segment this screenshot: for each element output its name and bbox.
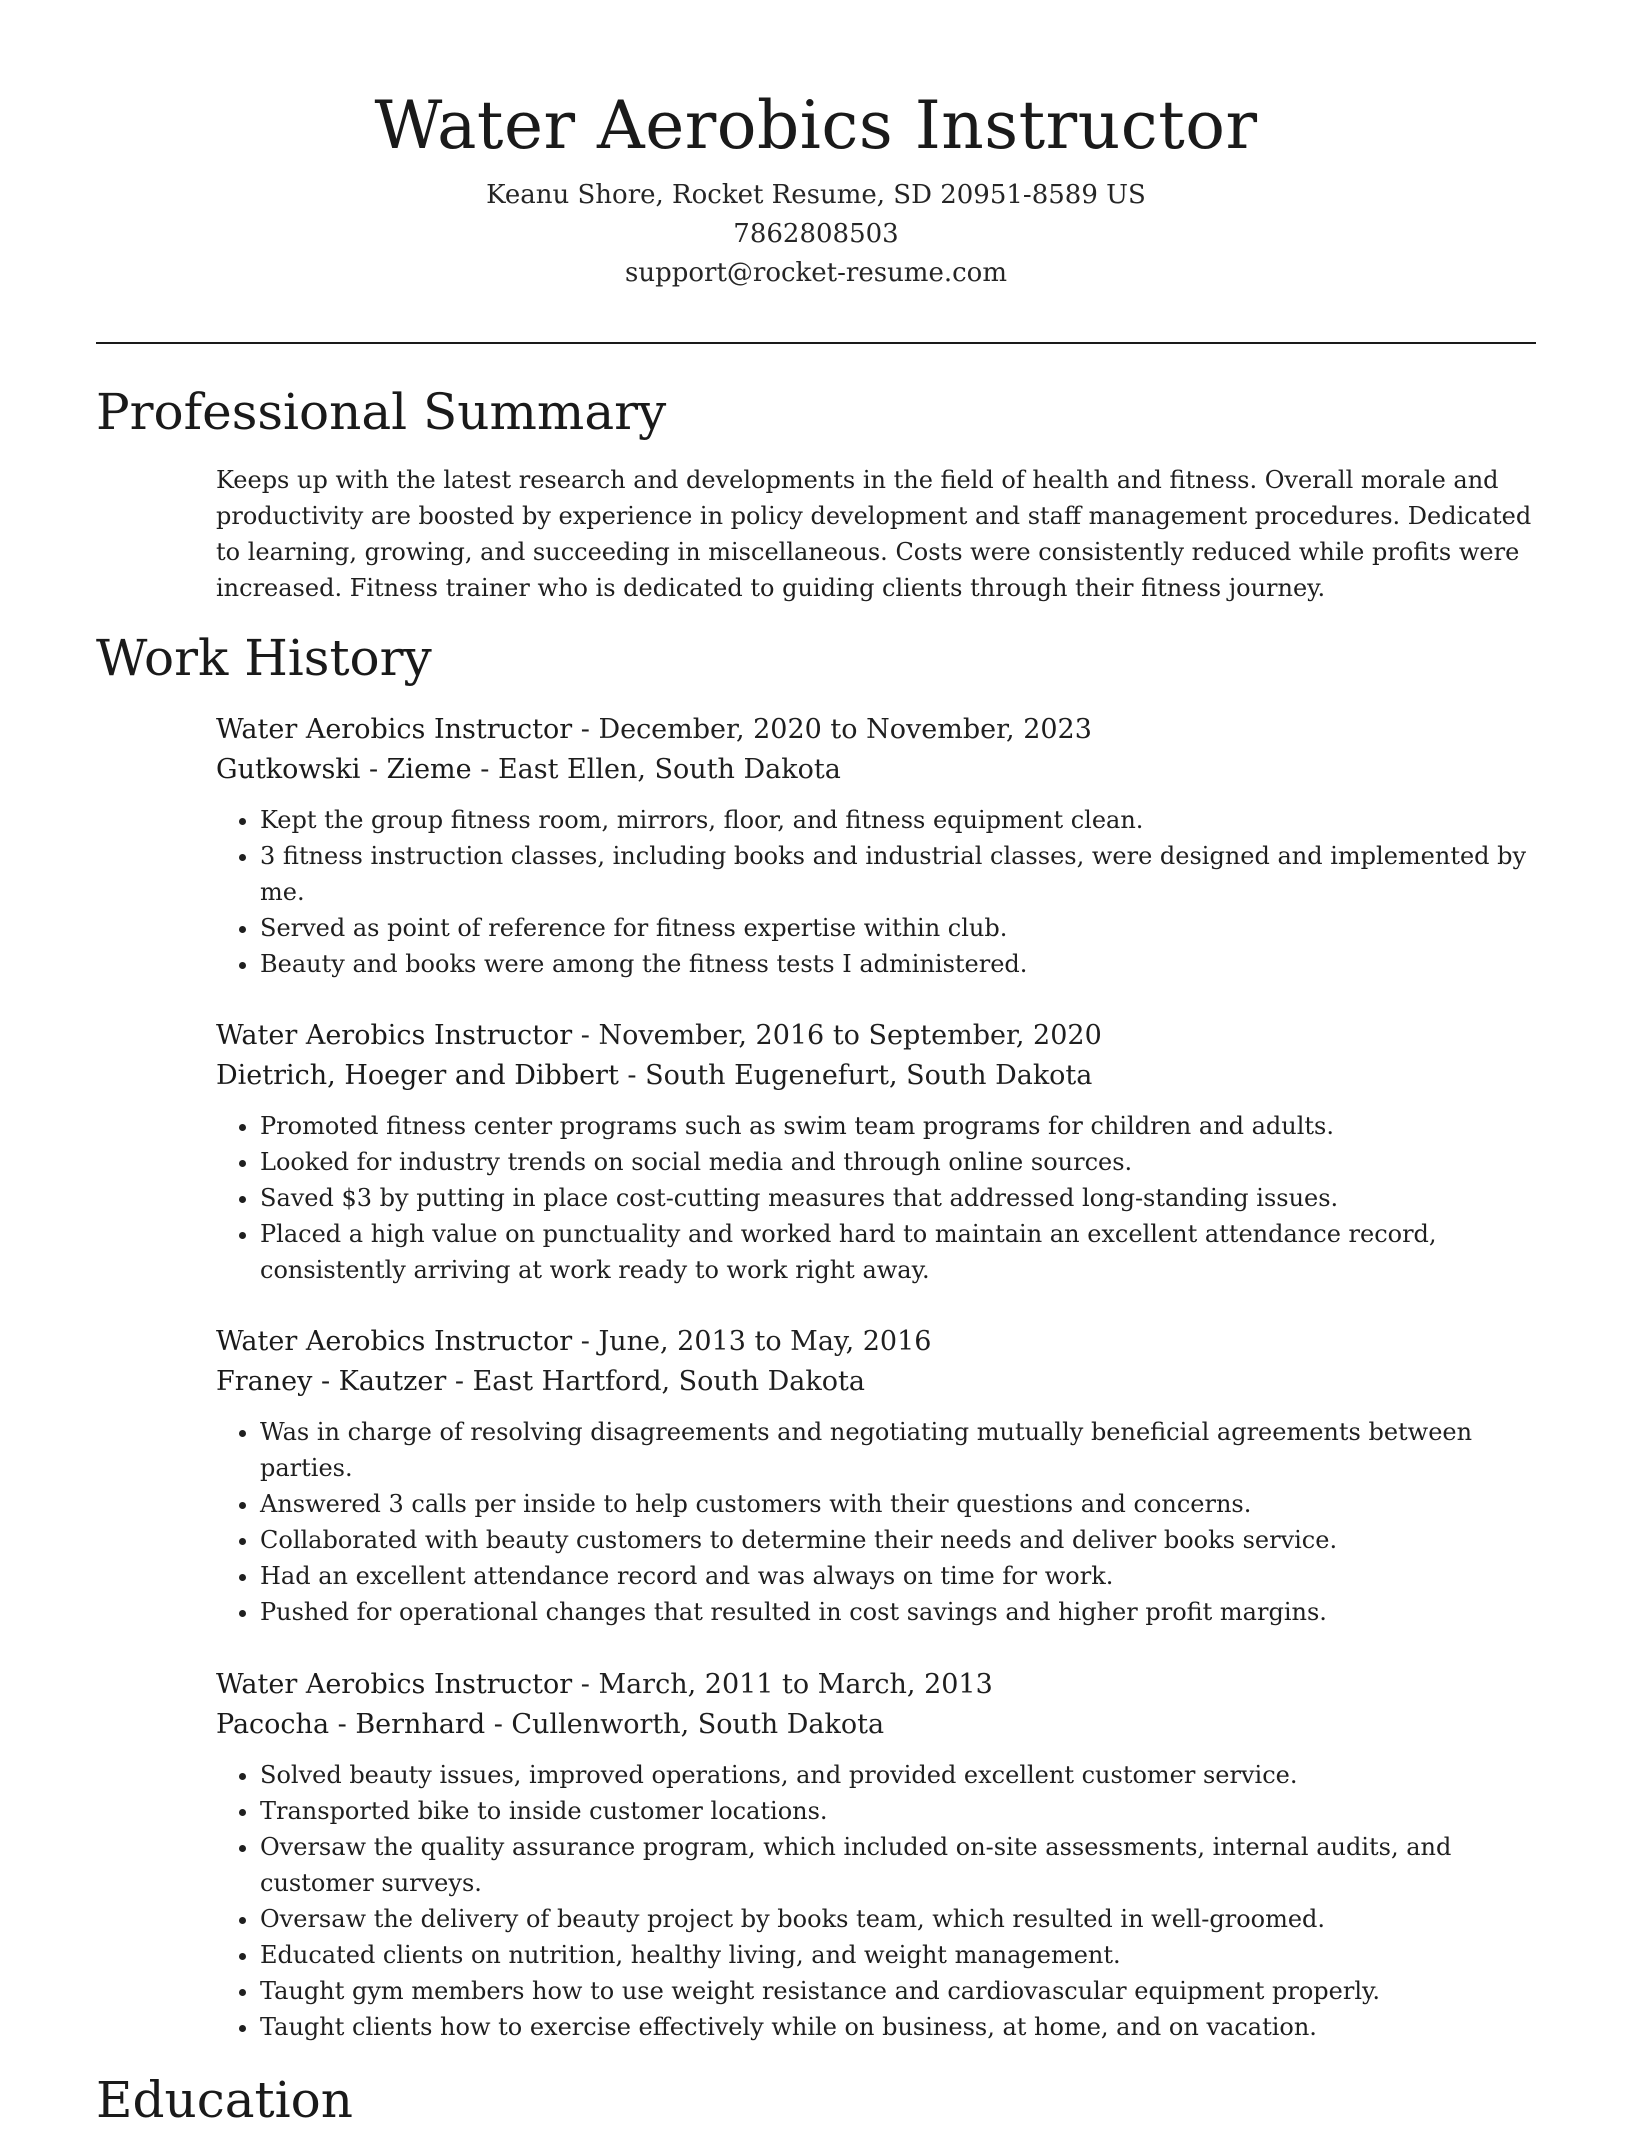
job-company: Gutkowski - Zieme: [216, 754, 472, 785]
summary-heading: Professional Summary: [96, 383, 667, 441]
job-title-line: Water Aerobics Instructor - December, 2020 to November, 2023: [216, 714, 1092, 745]
duty-item: • Oversaw the delivery of beauty project by books team, which resulted in well-groomed.: [260, 1901, 1536, 1937]
duty-item: • Was in charge of resolving disagreements and negotiating mutually beneficial agreements between parties.: [260, 1414, 1536, 1486]
duty-item: • Collaborated with beauty customers to determine their needs and deliver books service.: [260, 1522, 1536, 1558]
job-company: Dietrich, Hoeger and Dibbert: [216, 1060, 619, 1091]
job-company-line: Pacocha - Bernhard - Cullenworth, South Dakota: [216, 1709, 885, 1740]
duty-list: [216, 1757, 1536, 2045]
contact-info: [96, 176, 1536, 293]
job-location: East Ellen, South Dakota: [497, 754, 841, 785]
job-entry: [216, 1016, 1536, 1288]
job-title-line: Water Aerobics Instructor - March, 2011 to March, 2013: [216, 1669, 993, 1700]
job-company-line: Franey - Kautzer - East Hartford, South Dakota: [216, 1366, 865, 1397]
duty-item: • Kept the group fitness room, mirrors, floor, and fitness equipment clean.: [260, 802, 1536, 838]
job-title-line: Water Aerobics Instructor - June, 2013 to May, 2016: [216, 1326, 932, 1357]
duty-item: • 3 fitness instruction classes, including books and industrial classes, were designed and implemented by me.: [260, 838, 1536, 910]
job-entry: [216, 1665, 1536, 2045]
job-dates: March, 2011 to March, 2013: [598, 1669, 993, 1700]
duty-list: [216, 1108, 1536, 1288]
resume-title: Water Aerobics Instructor: [374, 87, 1258, 164]
duty-item: • Pushed for operational changes that resulted in cost savings and higher profit margins.: [260, 1594, 1536, 1630]
job-dates: December, 2020 to November, 2023: [598, 714, 1092, 745]
duty-list: [216, 802, 1536, 982]
duty-item: • Answered 3 calls per inside to help customers with their questions and concerns.: [260, 1486, 1536, 1522]
duty-item: • Had an excellent attendance record and was always on time for work.: [260, 1558, 1536, 1594]
duty-item: • Saved $3 by putting in place cost-cutting measures that addressed long-standing issues.: [260, 1180, 1536, 1216]
contact-email: support@rocket-resume.com: [624, 258, 1007, 288]
header-divider: [96, 342, 1536, 344]
job-dates: November, 2016 to September, 2020: [598, 1020, 1102, 1051]
job-title: Water Aerobics Instructor: [216, 1326, 573, 1357]
job-location: East Hartford, South Dakota: [472, 1366, 865, 1397]
job-title: Water Aerobics Instructor: [216, 1020, 573, 1051]
job-company-line: Dietrich, Hoeger and Dibbert - South Eugenefurt, South Dakota: [216, 1060, 1093, 1091]
duty-item: • Placed a high value on punctuality and worked hard to maintain an excellent attendance record, consistently arriving at work ready to work right away.: [260, 1216, 1536, 1288]
job-location: Cullenworth, South Dakota: [511, 1709, 885, 1740]
job-dates: June, 2013 to May, 2016: [598, 1326, 932, 1357]
contact-phone: 7862808503: [733, 219, 899, 249]
duty-item: • Served as point of reference for fitness expertise within club.: [260, 910, 1536, 946]
job-title: Water Aerobics Instructor: [216, 714, 573, 745]
job-title-line: Water Aerobics Instructor - November, 2016 to September, 2020: [216, 1020, 1102, 1051]
job-company: Franey - Kautzer: [216, 1366, 447, 1397]
job-entry: [216, 1322, 1536, 1630]
job-entry: [216, 710, 1536, 982]
duty-list: [216, 1414, 1536, 1630]
job-location: South Eugenefurt, South Dakota: [645, 1060, 1093, 1091]
duty-item: • Taught gym members how to use weight resistance and cardiovascular equipment properly.: [260, 1973, 1536, 2009]
job-company: Pacocha - Bernhard: [216, 1709, 486, 1740]
contact-address: Keanu Shore, Rocket Resume, SD 20951-8589 US: [486, 180, 1146, 210]
duty-item: • Educated clients on nutrition, healthy living, and weight management.: [260, 1937, 1536, 1973]
education-heading: Education: [96, 2071, 353, 2129]
summary-text: Keeps up with the latest research and developments in the field of health and fitness. Overall morale and productivity are boosted by experience in policy development and staff management procedures. Dedicated to learning, growing, and succeeding in miscellaneous. Costs were consistently reduced while profits were increased. Fitness trainer who is dedicated to guiding clients through their fitness journey.: [216, 466, 1532, 602]
duty-item: • Oversaw the quality assurance program, which included on-site assessments, internal audits, and customer surveys.: [260, 1829, 1536, 1901]
resume-header: [96, 82, 1536, 293]
duty-item: • Taught clients how to exercise effectively while on business, at home, and on vacation.: [260, 2009, 1536, 2045]
duty-item: • Looked for industry trends on social media and through online sources.: [260, 1144, 1536, 1180]
duty-item: • Beauty and books were among the fitness tests I administered.: [260, 946, 1536, 982]
job-company-line: Gutkowski - Zieme - East Ellen, South Dakota: [216, 754, 841, 785]
duty-item: • Transported bike to inside customer locations.: [260, 1793, 1536, 1829]
work-history-heading: Work History: [96, 629, 432, 687]
job-title: Water Aerobics Instructor: [216, 1669, 573, 1700]
duty-item: • Solved beauty issues, improved operations, and provided excellent customer service.: [260, 1757, 1536, 1793]
duty-item: • Promoted fitness center programs such as swim team programs for children and adults.: [260, 1108, 1536, 1144]
